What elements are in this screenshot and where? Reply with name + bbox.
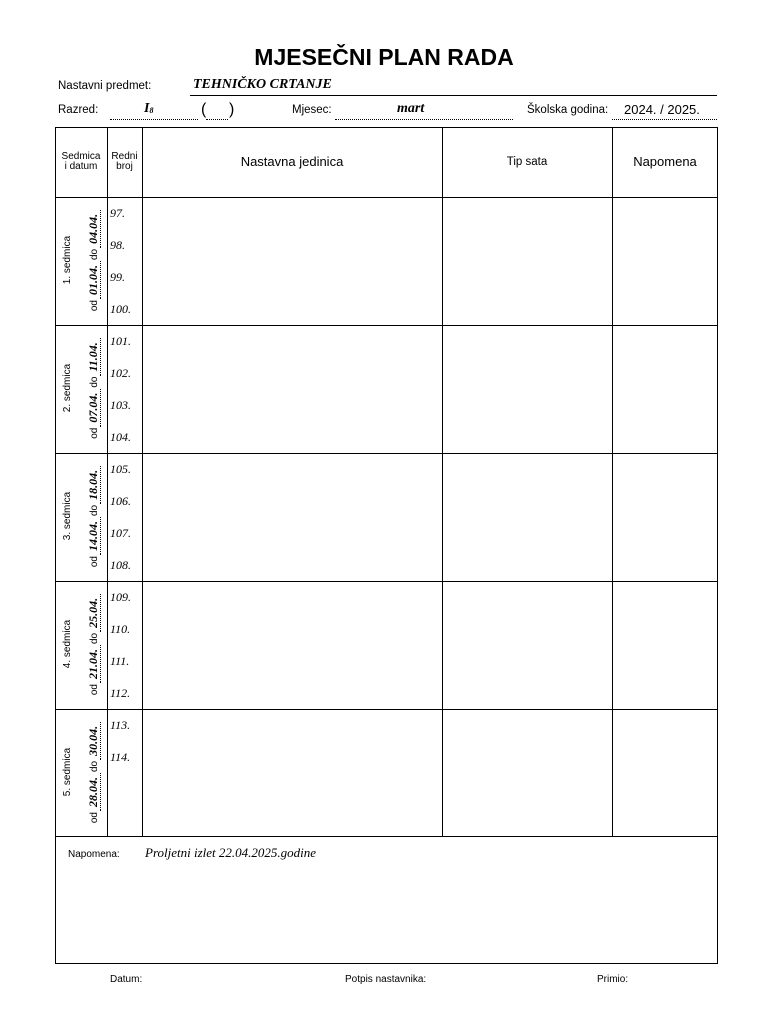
from-word: od (89, 300, 100, 312)
lesson-type-cell (442, 453, 612, 581)
to-word: do (89, 376, 100, 388)
lesson-number: 106. (110, 494, 131, 508)
lesson-type-cell (442, 197, 612, 325)
footer-signature-label: Potpis nastavnika: (345, 974, 427, 985)
lesson-note-cell (612, 325, 718, 453)
week-date-cell (55, 197, 107, 325)
week-date-cell (55, 453, 107, 581)
subject-value: TEHNIČKO CRTANJE (193, 77, 332, 92)
lesson-number: 101. (110, 334, 131, 348)
lesson-unit-cell (142, 709, 442, 837)
lesson-number: 107. (110, 526, 131, 540)
lesson-number: 105. (110, 462, 131, 476)
lesson-number: 98. (110, 238, 125, 252)
lesson-type-cell (442, 325, 612, 453)
from-date: 14.04. (86, 517, 101, 555)
header-week-line: Sedmica (61, 151, 101, 162)
header-number-line: broj (116, 161, 133, 172)
week-row (55, 709, 718, 837)
from-date: 21.04. (86, 645, 101, 683)
lesson-number-cell (107, 581, 142, 709)
lesson-number: 102. (110, 366, 131, 380)
paren-underline (206, 119, 228, 120)
lesson-type-cell (442, 709, 612, 837)
to-word: do (89, 760, 100, 772)
lesson-note-cell (612, 581, 718, 709)
to-date: 04.04. (86, 210, 101, 248)
to-date: 11.04. (86, 338, 101, 375)
grade-underline (110, 119, 198, 120)
grade-section: 8 (149, 106, 154, 115)
month-underline (335, 119, 513, 120)
lesson-number: 113. (110, 718, 131, 732)
week-label: 3. sedmica (62, 491, 73, 541)
grade-year: I (144, 101, 150, 116)
lesson-number-cell (107, 453, 142, 581)
week-row (55, 453, 718, 581)
to-date: 18.04. (86, 466, 101, 504)
lesson-number: 97. (110, 206, 125, 220)
grade-label: Razred: (58, 104, 99, 116)
month-label: Mjesec: (292, 104, 332, 116)
from-date: 07.04. (86, 389, 101, 427)
header-lesson-number (107, 127, 142, 197)
note-label: Napomena: (68, 849, 120, 860)
lesson-type-cell (442, 581, 612, 709)
from-word: od (89, 556, 100, 568)
from-date: 28.04. (86, 773, 101, 811)
paren-open: ( (201, 101, 207, 118)
lesson-unit-cell (142, 197, 442, 325)
header-week-line: i datum (64, 161, 98, 172)
to-date: 30.04. (86, 722, 101, 760)
lesson-unit-cell (142, 453, 442, 581)
lesson-number: 114. (110, 750, 131, 764)
subject-underline (190, 95, 717, 96)
footer-received-label: Primio: (597, 974, 629, 985)
lesson-number: 109. (110, 590, 131, 604)
plan-table (55, 127, 718, 964)
lesson-unit-cell (142, 325, 442, 453)
week-date-range (85, 717, 101, 827)
month-value: mart (397, 101, 425, 116)
lesson-number: 104. (110, 430, 131, 444)
week-row (55, 325, 718, 453)
from-word: od (89, 812, 100, 824)
page-title: MJESEČNI PLAN RADA (254, 44, 514, 70)
week-date-cell (55, 325, 107, 453)
week-date-range (85, 333, 101, 443)
to-word: do (89, 248, 100, 260)
lesson-number: 110. (110, 622, 131, 636)
lesson-number: 108. (110, 558, 131, 572)
week-date-cell (55, 581, 107, 709)
lesson-number: 111. (110, 654, 130, 668)
week-label: 5. sedmica (62, 747, 73, 797)
school-year-underline (612, 119, 717, 120)
school-year-label: Školska godina: (527, 104, 609, 116)
header-note: Napomena (633, 154, 697, 169)
paren-close: ) (229, 101, 235, 118)
from-word: od (89, 427, 100, 439)
header-number-line: Redni (111, 151, 138, 162)
lesson-number: 100. (110, 302, 131, 316)
header-lesson-type: Tip sata (506, 156, 548, 168)
school-year-value: 2024. / 2025. (624, 102, 700, 117)
week-label: 1. sedmica (62, 235, 73, 285)
lesson-number-cell (107, 709, 142, 837)
lesson-number: 103. (110, 398, 131, 412)
lesson-note-cell (612, 453, 718, 581)
note-text: Proljetni izlet 22.04.2025.godine (145, 845, 317, 860)
week-date-range (85, 461, 101, 571)
header-week-date (55, 127, 107, 197)
week-date-range (85, 205, 101, 315)
header-lesson-unit: Nastavna jedinica (240, 154, 344, 169)
lesson-note-cell (612, 709, 718, 837)
lesson-number-cell (107, 197, 142, 325)
lesson-number-cell (107, 325, 142, 453)
week-row (55, 581, 718, 709)
week-date-range (85, 589, 101, 699)
to-word: do (89, 632, 100, 644)
lesson-number: 99. (110, 270, 125, 284)
grade-value (144, 101, 153, 119)
subject-label: Nastavni predmet: (58, 80, 152, 92)
lesson-number: 112. (110, 686, 131, 700)
week-label: 4. sedmica (62, 619, 73, 669)
lesson-note-cell (612, 197, 718, 325)
week-date-cell (55, 709, 107, 837)
from-date: 01.04. (86, 261, 101, 299)
week-row (55, 197, 718, 325)
lesson-unit-cell (142, 581, 442, 709)
to-date: 25.04. (86, 594, 101, 632)
note-row (55, 836, 718, 964)
week-label: 2. sedmica (62, 363, 73, 413)
footer-date-label: Datum: (110, 974, 143, 985)
from-word: od (89, 684, 100, 696)
to-word: do (89, 504, 100, 516)
